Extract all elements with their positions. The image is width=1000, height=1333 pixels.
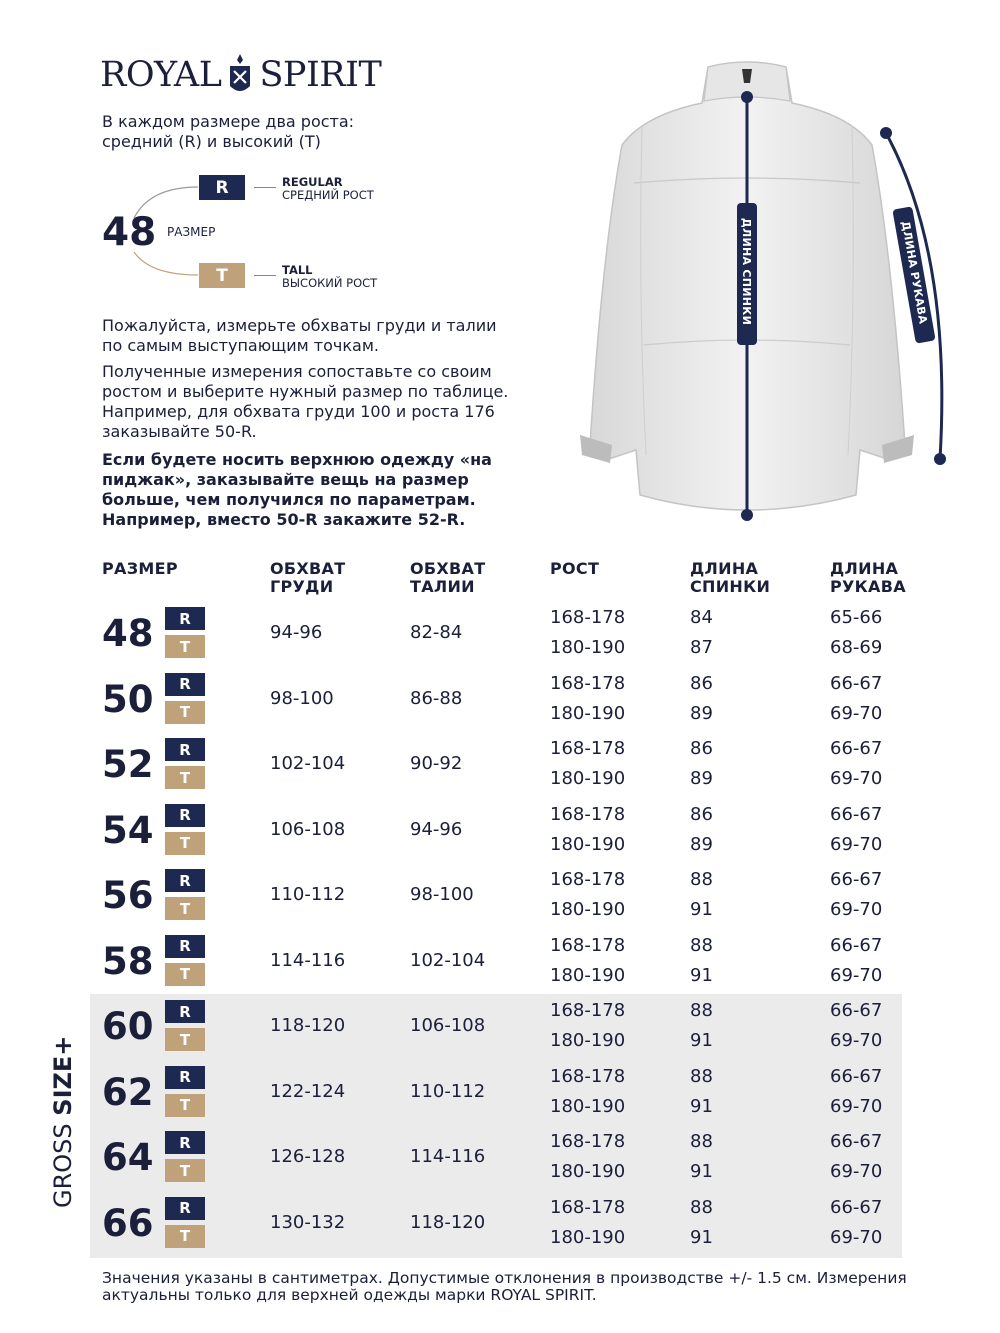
row-t-badge: T <box>165 766 205 789</box>
row-height-t: 180-190 <box>550 768 626 789</box>
row-waist: 86-88 <box>410 687 463 709</box>
header-sleeve-line2: РУКАВА <box>830 577 906 596</box>
row-chest: 98-100 <box>270 687 334 709</box>
header-chest-line1: ОБХВАТ <box>270 559 346 578</box>
row-sleeve-r: 66-67 <box>830 934 883 956</box>
row-height-r: 168-178 <box>550 607 626 628</box>
row-sleeve-t: 69-70 <box>830 1161 883 1182</box>
row-sleeve-r: 66-67 <box>830 672 883 694</box>
header-back-line1: ДЛИНА <box>690 559 759 578</box>
table-row <box>0 602 1000 668</box>
row-chest: 118-120 <box>270 1015 346 1036</box>
row-back-r: 84 <box>690 607 713 628</box>
row-waist: 106-108 <box>410 1015 486 1036</box>
header-height <box>550 560 599 578</box>
legend-r-subtitle: СРЕДНИЙ РОСТ <box>282 188 374 202</box>
table-row <box>0 864 1000 930</box>
footnote <box>102 1270 912 1304</box>
row-sleeve-t: 68-69 <box>830 637 883 658</box>
row-size: 60 <box>102 1005 154 1048</box>
row-back-t: 89 <box>690 833 713 855</box>
row-size: 48 <box>102 612 154 655</box>
row-height-r: 168-178 <box>550 738 626 759</box>
table-row <box>0 799 1000 865</box>
instruction-compare <box>102 362 512 442</box>
row-waist: 118-120 <box>410 1211 486 1233</box>
back-length-label: ДЛИНА СПИНКИ <box>740 217 754 325</box>
legend-r-badge: R <box>199 175 245 200</box>
header-waist <box>410 560 485 596</box>
gross-size-word1: GROSS <box>49 1123 77 1208</box>
row-sleeve-t: 69-70 <box>830 702 883 724</box>
row-waist: 102-104 <box>410 949 486 971</box>
instruction-measure <box>102 316 512 356</box>
row-r-badge: R <box>165 935 205 958</box>
row-sleeve-r: 66-67 <box>830 1065 883 1087</box>
instruction-outerwear <box>102 450 512 530</box>
row-t-badge: T <box>165 1094 205 1117</box>
footnote-line-2: актуальны только для верхней одежды марки ROYAL SPIRIT. <box>102 1286 597 1304</box>
row-height-r: 168-178 <box>550 1065 626 1087</box>
row-r-badge: R <box>165 738 205 761</box>
instruction-line: по самым выступающим точкам. <box>102 336 379 355</box>
row-waist: 94-96 <box>410 818 463 840</box>
crest-icon <box>227 52 253 98</box>
row-t-badge: T <box>165 701 205 724</box>
row-sleeve-r: 66-67 <box>830 1000 883 1021</box>
instruction-line: заказывайте 50-R. <box>102 422 257 441</box>
legend-t-badge: T <box>199 263 245 288</box>
brand-word-right: SPIRIT <box>259 55 382 95</box>
row-height-t: 180-190 <box>550 637 626 658</box>
header-chest <box>270 560 345 596</box>
row-size: 56 <box>102 874 154 917</box>
row-sleeve-r: 66-67 <box>830 1196 883 1218</box>
header-chest-line2: ГРУДИ <box>270 577 334 596</box>
row-t-badge: T <box>165 897 205 920</box>
row-height-r: 168-178 <box>550 672 626 694</box>
legend-r-divider <box>254 187 276 188</box>
header-back-length <box>690 560 770 596</box>
row-back-t: 91 <box>690 1095 713 1117</box>
row-back-t: 91 <box>690 1226 713 1248</box>
row-waist: 82-84 <box>410 622 463 643</box>
brand-logo <box>100 52 381 98</box>
row-back-r: 88 <box>690 1000 713 1021</box>
row-height-r: 168-178 <box>550 1196 626 1218</box>
row-chest: 102-104 <box>270 753 346 774</box>
row-back-t: 91 <box>690 964 713 986</box>
legend-t-subtitle: ВЫСОКИЙ РОСТ <box>282 276 378 290</box>
instruction-line: ростом и выберите нужный размер по таблице. <box>102 382 509 401</box>
row-back-r: 88 <box>690 934 713 956</box>
row-height-r: 168-178 <box>550 803 626 825</box>
row-sleeve-t: 69-70 <box>830 1095 883 1117</box>
row-chest: 122-124 <box>270 1080 346 1102</box>
instruction-line: Если будете носить верхнюю одежду «на <box>102 450 492 469</box>
header-waist-line2: ТАЛИИ <box>410 577 475 596</box>
instruction-line: Например, вместо 50-R закажите 52-R. <box>102 510 466 529</box>
row-waist: 90-92 <box>410 753 463 774</box>
row-t-badge: T <box>165 1225 205 1248</box>
row-r-badge: R <box>165 1197 205 1220</box>
gross-size-word2: SIZE+ <box>49 1035 77 1116</box>
row-height-t: 180-190 <box>550 1161 626 1182</box>
row-waist: 110-112 <box>410 1080 486 1102</box>
row-chest: 94-96 <box>270 622 323 643</box>
row-back-t: 89 <box>690 702 713 724</box>
row-size: 62 <box>102 1070 154 1114</box>
brand-word-left: ROYAL <box>100 55 222 95</box>
row-t-badge: T <box>165 832 205 855</box>
row-waist: 114-116 <box>410 1146 486 1167</box>
row-height-t: 180-190 <box>550 899 626 920</box>
row-sleeve-r: 66-67 <box>830 1131 883 1152</box>
header-height-text: РОСТ <box>550 559 600 578</box>
row-chest: 126-128 <box>270 1146 346 1167</box>
row-r-badge: R <box>165 1131 205 1154</box>
header-size <box>102 560 178 578</box>
row-height-r: 168-178 <box>550 1131 626 1152</box>
row-sleeve-r: 66-67 <box>830 869 883 890</box>
legend-t-divider <box>254 275 276 276</box>
row-size: 66 <box>102 1201 154 1245</box>
row-sleeve-t: 69-70 <box>830 1226 883 1248</box>
row-chest: 106-108 <box>270 818 346 840</box>
row-height-t: 180-190 <box>550 702 626 724</box>
table-row <box>0 995 1000 1061</box>
legend-t-title: TALL <box>282 263 313 277</box>
row-height-t: 180-190 <box>550 833 626 855</box>
header-back-line2: СПИНКИ <box>690 577 771 596</box>
row-sleeve-r: 66-67 <box>830 803 883 825</box>
instruction-line: Например, для обхвата груди 100 и роста 176 <box>102 402 495 421</box>
row-t-badge: T <box>165 963 205 986</box>
row-back-r: 86 <box>690 738 713 759</box>
row-sleeve-t: 69-70 <box>830 964 883 986</box>
row-height-t: 180-190 <box>550 1030 626 1051</box>
back-length-label-box <box>737 216 757 326</box>
header-waist-line1: ОБХВАТ <box>410 559 486 578</box>
row-size: 64 <box>102 1136 154 1179</box>
row-height-r: 168-178 <box>550 934 626 956</box>
row-r-badge: R <box>165 607 205 630</box>
row-back-t: 91 <box>690 899 713 920</box>
row-t-badge: T <box>165 635 205 658</box>
instruction-line: Полученные измерения сопоставьте со своим <box>102 362 492 381</box>
legend-t-text <box>282 264 377 290</box>
instruction-line: больше, чем получился по параметрам. <box>102 490 476 509</box>
gross-size-label <box>48 1035 78 1208</box>
intro-line-2: средний (R) и высокий (T) <box>102 132 321 151</box>
row-back-t: 87 <box>690 637 713 658</box>
row-size: 58 <box>102 939 154 983</box>
row-sleeve-t: 69-70 <box>830 899 883 920</box>
row-height-r: 168-178 <box>550 1000 626 1021</box>
row-back-r: 88 <box>690 869 713 890</box>
row-r-badge: R <box>165 1000 205 1023</box>
row-back-r: 88 <box>690 1196 713 1218</box>
legend-size-number: 48 <box>102 210 157 255</box>
row-back-t: 91 <box>690 1030 713 1051</box>
row-back-r: 86 <box>690 803 713 825</box>
row-sleeve-t: 69-70 <box>830 768 883 789</box>
instruction-line: пиджак», заказывайте вещь на размер <box>102 470 469 489</box>
header-sleeve-line1: ДЛИНА <box>830 559 899 578</box>
row-size: 54 <box>102 808 154 852</box>
row-waist: 98-100 <box>410 884 474 905</box>
table-row <box>0 733 1000 799</box>
row-r-badge: R <box>165 673 205 696</box>
row-t-badge: T <box>165 1028 205 1051</box>
row-size: 50 <box>102 677 154 721</box>
legend-r-title: REGULAR <box>282 175 343 189</box>
row-chest: 130-132 <box>270 1211 346 1233</box>
intro-text <box>102 112 482 152</box>
footnote-line-1: Значения указаны в сантиметрах. Допустимые отклонения в производстве +/- 1.5 см. Измерения <box>102 1269 907 1287</box>
table-row <box>0 1192 1000 1258</box>
row-height-t: 180-190 <box>550 964 626 986</box>
legend-r-text <box>282 176 374 202</box>
row-back-t: 91 <box>690 1161 713 1182</box>
row-back-r: 86 <box>690 672 713 694</box>
row-r-badge: R <box>165 869 205 892</box>
row-chest: 110-112 <box>270 884 346 905</box>
row-sleeve-r: 66-67 <box>830 738 883 759</box>
row-sleeve-t: 69-70 <box>830 833 883 855</box>
table-row <box>0 668 1000 734</box>
row-r-badge: R <box>165 1066 205 1089</box>
row-sleeve-t: 69-70 <box>830 1030 883 1051</box>
legend-size-word: РАЗМЕР <box>167 225 216 239</box>
row-chest: 114-116 <box>270 949 346 971</box>
row-r-badge: R <box>165 804 205 827</box>
row-height-t: 180-190 <box>550 1095 626 1117</box>
row-back-t: 89 <box>690 768 713 789</box>
instruction-line: Пожалуйста, измерьте обхваты груди и талии <box>102 316 497 335</box>
row-back-r: 88 <box>690 1131 713 1152</box>
sleeve-length-label: ДЛИНА РУКАВА <box>898 219 930 325</box>
header-size-text: РАЗМЕР <box>102 559 178 578</box>
row-height-t: 180-190 <box>550 1226 626 1248</box>
row-back-r: 88 <box>690 1065 713 1087</box>
row-height-r: 168-178 <box>550 869 626 890</box>
header-sleeve-length <box>830 560 906 596</box>
table-row <box>0 1061 1000 1127</box>
row-sleeve-r: 65-66 <box>830 607 883 628</box>
row-t-badge: T <box>165 1159 205 1182</box>
table-row <box>0 930 1000 996</box>
table-row <box>0 1126 1000 1192</box>
intro-line-1: В каждом размере два роста: <box>102 112 355 131</box>
row-size: 52 <box>102 743 154 786</box>
